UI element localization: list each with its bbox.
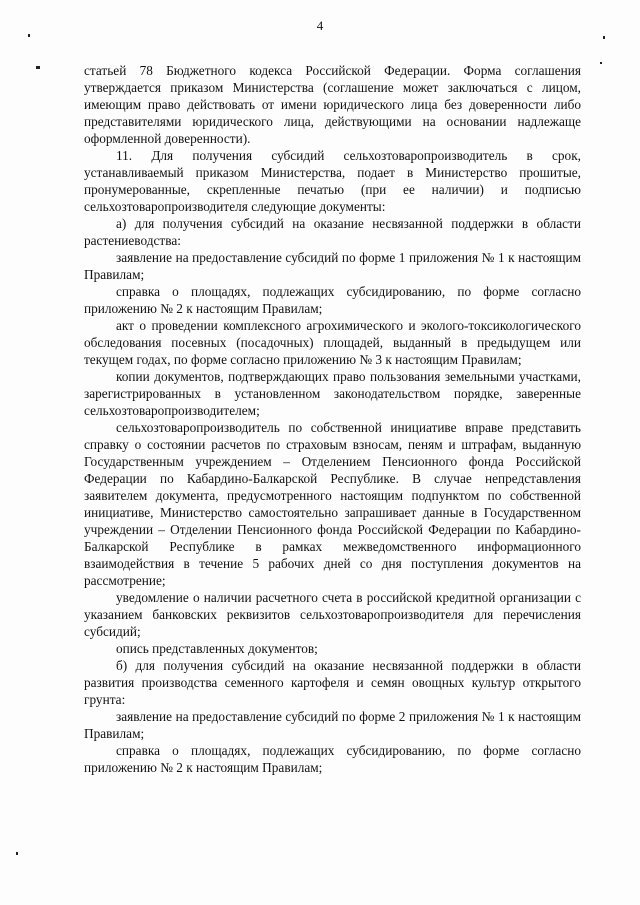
scan-artifact (600, 62, 602, 64)
paragraph-subclause-b: б) для получения субсидий на оказание несвязанной поддержки в области развития производства семенного картофеля и семян овощных культур открытого грунта: (84, 658, 581, 707)
scan-artifact (28, 34, 30, 37)
paragraph-item: копии документов, подтверждающих право пользования земельными участками, зарегистрированных в установленном законодательством порядке, заверенные сельхозтоваропроизводителем; (84, 369, 581, 418)
paragraph-item: справка о площадях, подлежащих субсидированию, по форме согласно приложению № 2 к настоящим Правилам; (84, 284, 581, 316)
paragraph-item: акт о проведении комплексного агрохимического и эколого-токсикологического обследования посевных (посадочных) площадей, выданный в предыдущем или текущем годах, по форме согласно приложению № 3 к настоящим Правилам; (84, 318, 581, 367)
scan-artifact (603, 36, 605, 39)
page-number: 4 (316, 18, 324, 33)
paragraph-clause-11: 11. Для получения субсидий сельхозтоваропроизводитель в срок, устанавливаемый приказом Министерства, подает в Министерство прошитые, пронумерованные, скрепленные печатью (при ее наличии) и подписью сельхозтоваропроизводителя следующие документы: (84, 148, 581, 214)
paragraph-item: опись представленных документов; (116, 641, 318, 656)
paragraph-subclause-a: а) для получения субсидий на оказание несвязанной поддержки в области растениеводства: (84, 216, 581, 248)
paragraph-item: заявление на предоставление субсидий по форме 1 приложения № 1 к настоящим Правилам; (84, 250, 581, 282)
document-body (84, 62, 581, 776)
paragraph-item: справка о площадях, подлежащих субсидированию, по форме согласно приложению № 2 к настоящим Правилам; (84, 743, 581, 775)
scan-artifact (16, 852, 18, 855)
paragraph-item: уведомление о наличии расчетного счета в российской кредитной организации с указанием банковских реквизитов сельхозтоваропроизводителя для перечисления субсидий; (84, 590, 581, 639)
paragraph-item: заявление на предоставление субсидий по форме 2 приложения № 1 к настоящим Правилам; (84, 709, 581, 741)
scan-artifact (36, 66, 40, 69)
paragraph-item: сельхозтоваропроизводитель по собственной инициативе вправе представить справку о состоянии расчетов по страховым взносам, пеням и штрафам, выданную Государственным учреждением – Отделением Пенсионного фонда Российской Федерации по Кабардино-Балкарской Республике. В случае непредставления заявителем документа, предусмотренного настоящим подпунктом по собственной инициативе, Министерство самостоятельно запрашивает данные в Государственном учреждении – Отделении Пенсионного фонда Российской Федерации по Кабардино-Балкарской Республике в рамках межведомственного информационного взаимодействия в течение 5 рабочих дней со дня поступления документов на рассмотрение; (84, 420, 581, 588)
paragraph-continuation: статьей 78 Бюджетного кодекса Российской Федерации. Форма соглашения утверждается приказом Министерства (соглашение может заключаться с лицом, имеющим право действовать от имени юридического лица без доверенности либо представителями юридического лица, действующими на основании надлежаще оформленной доверенности). (84, 63, 581, 146)
